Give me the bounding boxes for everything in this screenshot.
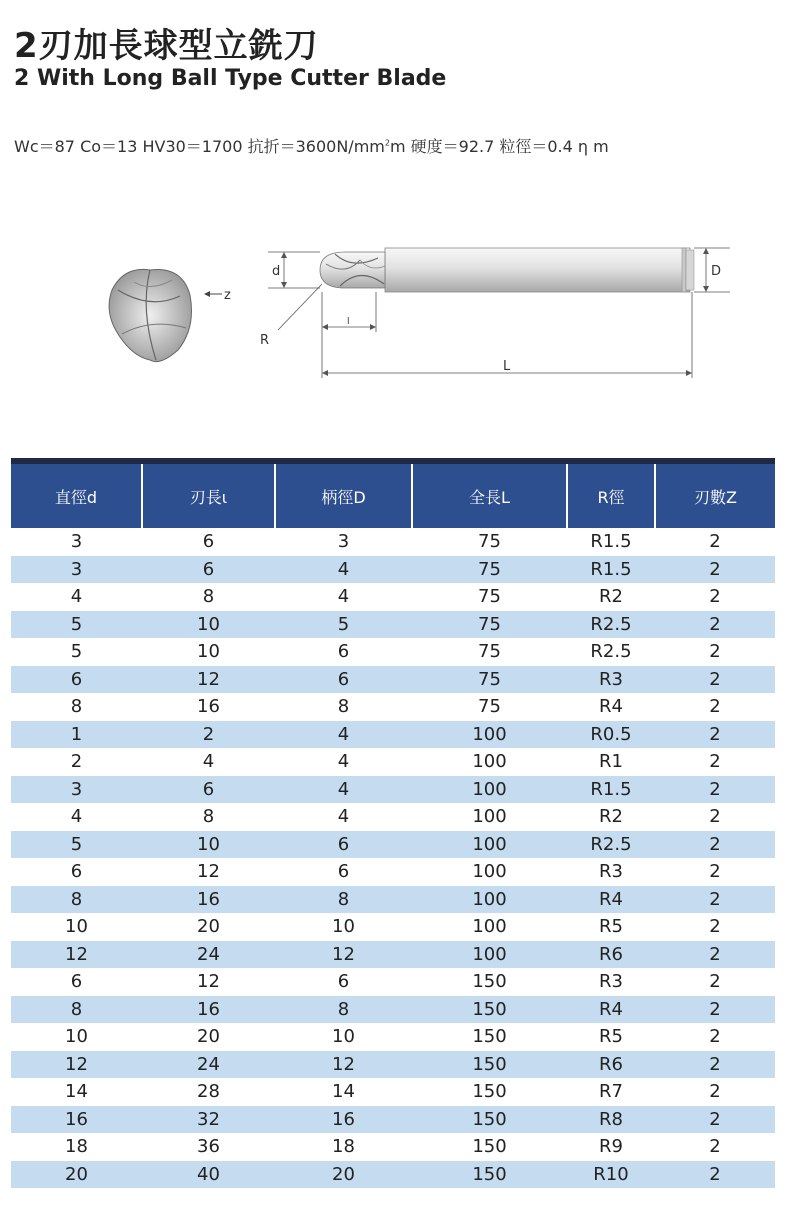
cell-flutes: 2 xyxy=(655,1051,775,1079)
cell-shank-diameter: 6 xyxy=(275,831,412,859)
cell-shank-diameter: 12 xyxy=(275,1051,412,1079)
cell-flutes: 2 xyxy=(655,583,775,611)
cell-diameter: 6 xyxy=(11,858,142,886)
cell-radius: R2 xyxy=(567,803,655,831)
specs-main: Wc＝87 Co＝13 HV30＝1700 抗折＝3600N/mm xyxy=(14,137,385,156)
cell-flutes: 2 xyxy=(655,666,775,694)
cell-flutes: 2 xyxy=(655,968,775,996)
header-flute-length: 刃長ι xyxy=(142,464,275,528)
cell-shank-diameter: 8 xyxy=(275,996,412,1024)
cell-radius: R2.5 xyxy=(567,638,655,666)
cell-shank-diameter: 4 xyxy=(275,556,412,584)
table-row xyxy=(11,996,775,1024)
cell-shank-diameter: 4 xyxy=(275,776,412,804)
table-row xyxy=(11,721,775,749)
cell-flutes: 2 xyxy=(655,721,775,749)
cell-overall-length: 150 xyxy=(412,1023,567,1051)
cell-overall-length: 150 xyxy=(412,1161,567,1189)
cell-flute-length: 10 xyxy=(142,638,275,666)
cell-overall-length: 75 xyxy=(412,666,567,694)
cell-shank-diameter: 6 xyxy=(275,858,412,886)
cell-flute-length: 12 xyxy=(142,858,275,886)
table-row xyxy=(11,1023,775,1051)
table-row xyxy=(11,611,775,639)
cell-shank-diameter: 14 xyxy=(275,1078,412,1106)
cell-overall-length: 100 xyxy=(412,941,567,969)
cell-flutes: 2 xyxy=(655,996,775,1024)
cell-overall-length: 100 xyxy=(412,803,567,831)
cell-radius: R1 xyxy=(567,748,655,776)
cutter-diagram xyxy=(0,200,790,400)
cell-shank-diameter: 6 xyxy=(275,666,412,694)
spec-table xyxy=(11,464,775,1188)
cell-flute-length: 36 xyxy=(142,1133,275,1161)
spec-table-container xyxy=(11,458,775,1188)
cell-overall-length: 100 xyxy=(412,721,567,749)
cell-shank-diameter: 4 xyxy=(275,748,412,776)
cell-flutes: 2 xyxy=(655,638,775,666)
cell-radius: R3 xyxy=(567,666,655,694)
cell-flutes: 2 xyxy=(655,556,775,584)
label-L: L xyxy=(503,359,511,374)
cell-diameter: 8 xyxy=(11,996,142,1024)
table-row xyxy=(11,941,775,969)
table-row xyxy=(11,1133,775,1161)
cell-flutes: 2 xyxy=(655,748,775,776)
cell-flute-length: 8 xyxy=(142,583,275,611)
cell-radius: R0.5 xyxy=(567,721,655,749)
cell-diameter: 4 xyxy=(11,803,142,831)
table-row xyxy=(11,556,775,584)
label-R: R xyxy=(260,333,270,348)
table-row xyxy=(11,1078,775,1106)
cell-diameter: 3 xyxy=(11,776,142,804)
cell-shank-diameter: 20 xyxy=(275,1161,412,1189)
cell-shank-diameter: 8 xyxy=(275,886,412,914)
cell-flute-length: 32 xyxy=(142,1106,275,1134)
cell-flute-length: 20 xyxy=(142,1023,275,1051)
header-flutes: 刃數Z xyxy=(655,464,775,528)
cell-shank-diameter: 4 xyxy=(275,721,412,749)
cell-diameter: 10 xyxy=(11,1023,142,1051)
cell-shank-diameter: 10 xyxy=(275,913,412,941)
cell-flute-length: 12 xyxy=(142,666,275,694)
table-row xyxy=(11,886,775,914)
cell-radius: R10 xyxy=(567,1161,655,1189)
cell-overall-length: 100 xyxy=(412,913,567,941)
cell-flute-length: 16 xyxy=(142,886,275,914)
cell-flute-length: 16 xyxy=(142,693,275,721)
cell-radius: R6 xyxy=(567,1051,655,1079)
cell-shank-diameter: 16 xyxy=(275,1106,412,1134)
cell-diameter: 8 xyxy=(11,693,142,721)
cell-overall-length: 100 xyxy=(412,776,567,804)
cell-overall-length: 100 xyxy=(412,831,567,859)
cell-shank-diameter: 6 xyxy=(275,968,412,996)
cell-shank-diameter: 4 xyxy=(275,803,412,831)
cell-overall-length: 150 xyxy=(412,968,567,996)
cell-radius: R7 xyxy=(567,1078,655,1106)
table-row xyxy=(11,803,775,831)
cell-flutes: 2 xyxy=(655,1078,775,1106)
cell-diameter: 12 xyxy=(11,1051,142,1079)
cell-diameter: 16 xyxy=(11,1106,142,1134)
cell-radius: R9 xyxy=(567,1133,655,1161)
cell-flute-length: 6 xyxy=(142,528,275,556)
cell-overall-length: 150 xyxy=(412,1078,567,1106)
table-row xyxy=(11,666,775,694)
label-D: D xyxy=(711,264,722,279)
material-specs xyxy=(14,134,609,157)
table-row xyxy=(11,1161,775,1189)
table-row xyxy=(11,748,775,776)
cell-diameter: 1 xyxy=(11,721,142,749)
cell-flutes: 2 xyxy=(655,913,775,941)
cell-diameter: 5 xyxy=(11,638,142,666)
header-overall-length: 全長L xyxy=(412,464,567,528)
cell-radius: R4 xyxy=(567,996,655,1024)
table-row xyxy=(11,913,775,941)
cell-diameter: 20 xyxy=(11,1161,142,1189)
cell-overall-length: 75 xyxy=(412,611,567,639)
cell-radius: R1.5 xyxy=(567,776,655,804)
cell-flutes: 2 xyxy=(655,1023,775,1051)
side-view-icon xyxy=(320,248,694,292)
cell-overall-length: 75 xyxy=(412,528,567,556)
table-header-row xyxy=(11,464,775,528)
cell-overall-length: 75 xyxy=(412,693,567,721)
cell-diameter: 3 xyxy=(11,528,142,556)
cell-flutes: 2 xyxy=(655,1161,775,1189)
cell-flutes: 2 xyxy=(655,611,775,639)
cell-flute-length: 6 xyxy=(142,776,275,804)
cell-shank-diameter: 8 xyxy=(275,693,412,721)
cell-radius: R6 xyxy=(567,941,655,969)
cell-radius: R1.5 xyxy=(567,528,655,556)
cell-radius: R5 xyxy=(567,1023,655,1051)
cell-diameter: 6 xyxy=(11,666,142,694)
cell-radius: R3 xyxy=(567,968,655,996)
cell-flute-length: 6 xyxy=(142,556,275,584)
cell-radius: R8 xyxy=(567,1106,655,1134)
cell-overall-length: 75 xyxy=(412,638,567,666)
header-diameter: 直徑d xyxy=(11,464,142,528)
cell-overall-length: 150 xyxy=(412,1051,567,1079)
label-z: z xyxy=(224,288,231,303)
table-row xyxy=(11,858,775,886)
cell-flute-length: 24 xyxy=(142,941,275,969)
cell-overall-length: 100 xyxy=(412,858,567,886)
cell-flute-length: 10 xyxy=(142,611,275,639)
cell-diameter: 12 xyxy=(11,941,142,969)
z-arrowhead xyxy=(204,291,210,297)
cell-diameter: 5 xyxy=(11,831,142,859)
table-row xyxy=(11,583,775,611)
cell-diameter: 18 xyxy=(11,1133,142,1161)
table-row xyxy=(11,638,775,666)
table-row xyxy=(11,1051,775,1079)
cell-diameter: 6 xyxy=(11,968,142,996)
table-body xyxy=(11,528,775,1188)
cell-diameter: 14 xyxy=(11,1078,142,1106)
cell-shank-diameter: 4 xyxy=(275,583,412,611)
cell-overall-length: 150 xyxy=(412,1133,567,1161)
cell-diameter: 3 xyxy=(11,556,142,584)
cell-flute-length: 10 xyxy=(142,831,275,859)
cell-overall-length: 75 xyxy=(412,583,567,611)
cell-flute-length: 2 xyxy=(142,721,275,749)
cell-overall-length: 100 xyxy=(412,748,567,776)
cell-flute-length: 24 xyxy=(142,1051,275,1079)
cell-shank-diameter: 12 xyxy=(275,941,412,969)
specs-rest: m 硬度＝92.7 粒徑＝0.4 η m xyxy=(389,137,609,156)
cell-diameter: 8 xyxy=(11,886,142,914)
page-title: 2刃加長球型立銑刀 xyxy=(14,26,319,66)
header-shank-diameter: 柄徑D xyxy=(275,464,412,528)
cell-radius: R4 xyxy=(567,886,655,914)
cell-radius: R5 xyxy=(567,913,655,941)
cell-shank-diameter: 3 xyxy=(275,528,412,556)
cell-overall-length: 150 xyxy=(412,1106,567,1134)
cell-overall-length: 75 xyxy=(412,556,567,584)
table-row xyxy=(11,968,775,996)
cell-flutes: 2 xyxy=(655,886,775,914)
label-l: l xyxy=(347,317,350,327)
cell-overall-length: 150 xyxy=(412,996,567,1024)
cell-flutes: 2 xyxy=(655,693,775,721)
end-view-icon xyxy=(109,269,191,361)
cell-flutes: 2 xyxy=(655,941,775,969)
table-row xyxy=(11,528,775,556)
cell-flute-length: 28 xyxy=(142,1078,275,1106)
cell-overall-length: 100 xyxy=(412,886,567,914)
cell-diameter: 4 xyxy=(11,583,142,611)
cell-flutes: 2 xyxy=(655,803,775,831)
cell-shank-diameter: 10 xyxy=(275,1023,412,1051)
cell-flute-length: 12 xyxy=(142,968,275,996)
cell-flutes: 2 xyxy=(655,831,775,859)
cell-radius: R1.5 xyxy=(567,556,655,584)
cell-flute-length: 4 xyxy=(142,748,275,776)
cell-radius: R3 xyxy=(567,858,655,886)
cell-diameter: 5 xyxy=(11,611,142,639)
label-d: d xyxy=(272,264,281,279)
cell-diameter: 2 xyxy=(11,748,142,776)
cell-diameter: 10 xyxy=(11,913,142,941)
table-row xyxy=(11,693,775,721)
table-row xyxy=(11,1106,775,1134)
cell-shank-diameter: 18 xyxy=(275,1133,412,1161)
cell-shank-diameter: 6 xyxy=(275,638,412,666)
table-row xyxy=(11,831,775,859)
cell-flutes: 2 xyxy=(655,1133,775,1161)
cell-flutes: 2 xyxy=(655,528,775,556)
cell-flutes: 2 xyxy=(655,858,775,886)
specs-superscript: 2 xyxy=(384,138,390,148)
cell-flute-length: 20 xyxy=(142,913,275,941)
cell-flutes: 2 xyxy=(655,776,775,804)
page-subtitle: 2 With Long Ball Type Cutter Blade xyxy=(14,66,447,91)
cell-radius: R2.5 xyxy=(567,611,655,639)
cell-flute-length: 16 xyxy=(142,996,275,1024)
cell-flutes: 2 xyxy=(655,1106,775,1134)
table-row xyxy=(11,776,775,804)
cell-radius: R4 xyxy=(567,693,655,721)
cell-radius: R2 xyxy=(567,583,655,611)
cell-shank-diameter: 5 xyxy=(275,611,412,639)
cell-radius: R2.5 xyxy=(567,831,655,859)
cell-flute-length: 40 xyxy=(142,1161,275,1189)
cell-flute-length: 8 xyxy=(142,803,275,831)
header-radius: R徑 xyxy=(567,464,655,528)
